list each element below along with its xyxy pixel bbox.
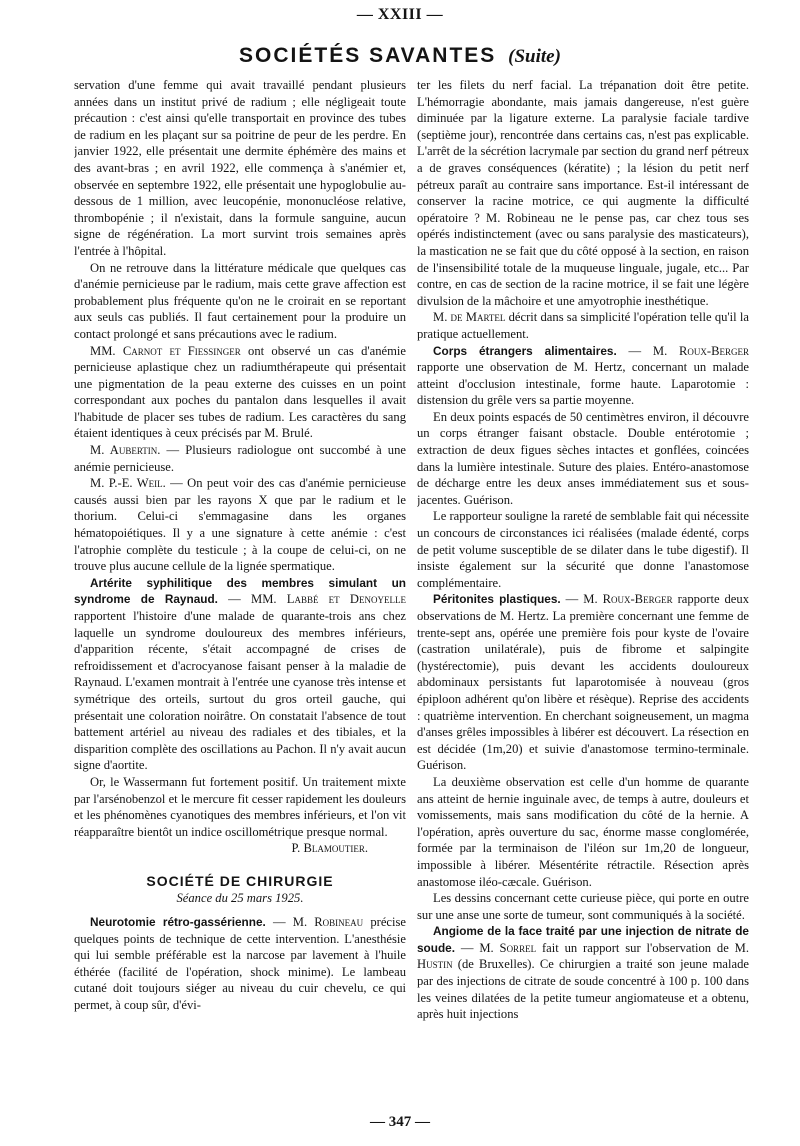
paragraph (74, 442, 406, 475)
right-column (417, 77, 749, 1097)
paragraph (74, 575, 406, 774)
author-names: MM. Carnot et Fiessinger (90, 343, 241, 358)
paragraph-text: ont observé un cas d'anémie pernicieuse aplastique chez un radiumthérapeute qui présentait une pigmentation de la peau externe des cuisses en un point correspondant aux poches du pantalon dans lesquelles il avait l'habitude de placer ses tubes de radium. Les caractères du sang étaient identiques à ceux précisés par M. Brulé. (74, 343, 406, 441)
paragraph-text: décrit dans sa simplicité l'opération telle qu'il la pratique actuellement. (417, 310, 749, 341)
paragraph: Or, le Wassermann fut fortement positif. Un traitement mixte par l'arsénobenzol et le mercure fit cesser rapidement les douleurs et les phénomènes cyanotiques des membres inférieurs, et l'on vit réapparaître bientôt un indice oscillométrique presque normal. (74, 774, 406, 839)
article-heading: Neurotomie rétro-gassérienne. (90, 915, 266, 930)
author-names: — MM. Labbé et Denoyelle (217, 592, 406, 607)
paragraph: Les dessins concernant cette curieuse pièce, qui porte en outre sur une anse une sorte de tumeur, sont communiqués à la société. (417, 891, 749, 922)
section-title: SOCIÉTÉ DE CHIRURGIE (146, 872, 334, 889)
page-title-suffix: (Suite) (508, 46, 561, 67)
article-heading: Angiome de la face traité par une injection de nitrate de soude. (417, 924, 749, 955)
author-names: — M. Roux-Berger (616, 343, 749, 358)
page-number: — 347 — (370, 1114, 430, 1130)
paragraph (74, 914, 406, 1014)
author-names: Hustin (417, 957, 453, 972)
paragraph-text: — On peut voir des cas d'anémie pernicieuse causés aussi bien par les rayons X que par le radium et le thorium. Celui-ci s'emmagasine dans les organes hématopoiétiques. Il y a une signature à cette anémie : c'est l'atrophie complète du testicule ; à la coupe de celui-ci, on ne trouve plus aucune cellule de la lignée spermatique. (74, 476, 406, 574)
paragraph-text: (de Bruxelles). Ce chirurgien a traité son jeune malade par des injections de citrate de soude concentré à 100 p. 100 dans les veines dilatées de la petite tumeur angiomateuse et a obtenu, après huit injections (417, 957, 749, 1022)
article-heading: Artérite syphilitique des membres simulant un syndrome de Raynaud. (74, 575, 406, 607)
paragraph (74, 475, 406, 575)
left-column (74, 77, 406, 1097)
paragraph-text: rapporte deux observations de M. Hertz. La première concernant une femme de trente-sept ans, opérée une première fois pour kyste de l'ovaire (castration unilatérale), puis de fibrome et salpingite (hystérectomie), puis devant les accidents douloureux abdominaux persistants fut laparotomisée à nouveau (gros épiploon adhérent qu'on libère et résèque). Reprise des accidents : quatrième intervention. En cherchant soigneusement, un magma d'anses grêles impossibles à libérer est découvert. La résection en est décidée (1m,20) et suivie d'anastomose termino-terminale. Guérison. (417, 592, 749, 773)
section-date: Séance du 25 mars 1925. (176, 890, 304, 905)
article-heading: Péritonites plastiques. (433, 592, 561, 607)
paragraph (417, 591, 749, 774)
paragraph: En deux points espacés de 50 centimètres environ, il découvre un corps étranger faisant obstacle. Double entérotomie ; extraction de deux figues sèches intactes et gonflées, coincées dans la lumière intestinale. Suture des plaies. Entéro-anastomose de décharge entre les deux anses immédiatement sus et sous-jacentes. Guérison. (417, 409, 749, 507)
paragraph-text: rapporte une observation de M. Hertz, concernant un malade atteint d'occlusion intestinale, forme haute. Laparotomie : distension du grêle vers sa partie moyenne. (417, 360, 749, 408)
paragraph (417, 309, 749, 342)
author-names: — M. Sorrel (455, 940, 537, 955)
author-names: M. Aubertin. (90, 443, 161, 458)
paragraph (74, 343, 406, 443)
author-names: M. de Martel (433, 310, 506, 325)
paragraph: La deuxième observation est celle d'un homme de quarante ans atteint de hernie inguinale avec, de temps à autre, douleurs et vomissements, mais sans modification du côté de la hernie. A l'opération, après ouverture du sac, énorme masse conglomérée, formée par la terminaison de l'iléon sur 1m,20 de longueur, impossible à libérer. Mésentérite rétractile. Résection après anastomose iléo-cæcale. Guérison. (417, 774, 749, 889)
paragraph-text: — Plusieurs radiologue ont succombé à une anémie pernicieuse. (74, 443, 406, 474)
paragraph: servation d'une femme qui avait travaillé pendant plusieurs années dans un institut privé de radium ; elle négligeait toute précaution : c'est ainsi qu'elle transportait en province des tubes de radium en les plaçant sur sa poitrine de peur de les perdre. En janvier 1922, elle présentait une dermite éphémère des mains et des avant-bras ; en avril 1922, elle commença à s'anémier et, observée en septembre 1922, elle présentait une hypoglobulie au-dessous de 1 million, avec leucopénie, mononucléose relative, thrombopénie ; il n'existait, dans la formule sanguine, aucun signe de régénération. La mort survint trois semaines après l'entrée à l'hôpital. (74, 78, 406, 258)
author-names: M. P.-E. Weil. (90, 476, 166, 491)
paragraph-text: rapportent l'histoire d'une malade de quarante-trois ans chez laquelle un syndrome douloureux des membres inférieurs, d'apparition récente, s'était accompagné de crises de refroidissement et d'acrocyanose faisant penser à la maladie de Raynaud. L'examen montrait à l'entrée une cyanose très intense et symétrique des orteils, surtout du gros orteil gauche, qui présentait une coloration noirâtre. On constatait l'absence de tout battement artériel au niveau des radiales et des tibiales, et la disparition complète des oscillations au Pachon. Il n'y avait aucun signe d'aortite. (74, 609, 406, 773)
signature: P. Blamoutier. (291, 841, 368, 856)
paragraph: Le rapporteur souligne la rareté de semblable fait qui nécessite un concours de circonstances ici réalisées (malade édenté, corps de petit volume susceptible de se dilater dans le tube digestif). Il insiste également sur la sécurité que donne l'anastomose complémentaire. (417, 509, 749, 590)
paragraph: ter les filets du nerf facial. La trépanation doit être petite. L'hémorragie abondante, mais jamais dangereuse, n'est guère diminuée par la ligature externe. La paralysie faciale tardive (septième jour), rencontrée dans certains cas, n'est pas explicable. L'arrêt de la sécrétion lacrymale par section du grand nerf pétreux a de graves conséquences (kératite) ; la lésion du petit nerf pétreux paraît au contraire sans importance. Est-il intéressant de conserver la racine motrice, ce qui augmente la difficulté opératoire ? M. Robineau ne le pense pas, car chez tous ses opérés indistinctement (avec ou sans paralysie des masticateurs), la mastication ne se fait que du côté opposé à la section, en raison de l'insensibilité totale de la muqueuse linguale, jugale, etc... Par contre, en cas de section de la racine motrice, il se fait une légère divulsion de la mâchoire et une amyotrophie inesthétique. (417, 78, 749, 308)
page-title (0, 44, 800, 68)
author-names: — M. Roux-Berger (560, 592, 673, 607)
page-roman-numeral: — XXIII — (356, 6, 444, 23)
paragraph (417, 343, 749, 409)
page-title-main: SOCIÉTÉS SAVANTES (239, 44, 497, 67)
paragraph (417, 923, 749, 1023)
paragraph: On ne retrouve dans la littérature médicale que quelques cas d'anémie pernicieuse par le radium, mais cette grave affection est probablement plus fréquente qu'on ne le croirait en se reportant aux seuls cas publiés. Il faut certainement pour la produire un contact prolongé et sans précautions avec le radium. (74, 260, 406, 341)
article-heading: Corps étrangers alimentaires. (433, 343, 617, 358)
paragraph-text: fait un rapport sur l'observation de M. (536, 940, 749, 955)
paragraph-text: précise quelques points de technique de cette intervention. L'anesthésie qui lui semble préférable est la narcose par lavement à l'huile éthérée (facilité de l'opération, shock minime). Le lambeau cutané doit toujours siéger au niveau du cuir chevelu, ce qui permet, à coup sûr, d'évi- (74, 915, 406, 1013)
author-names: — M. Robineau (265, 915, 364, 930)
